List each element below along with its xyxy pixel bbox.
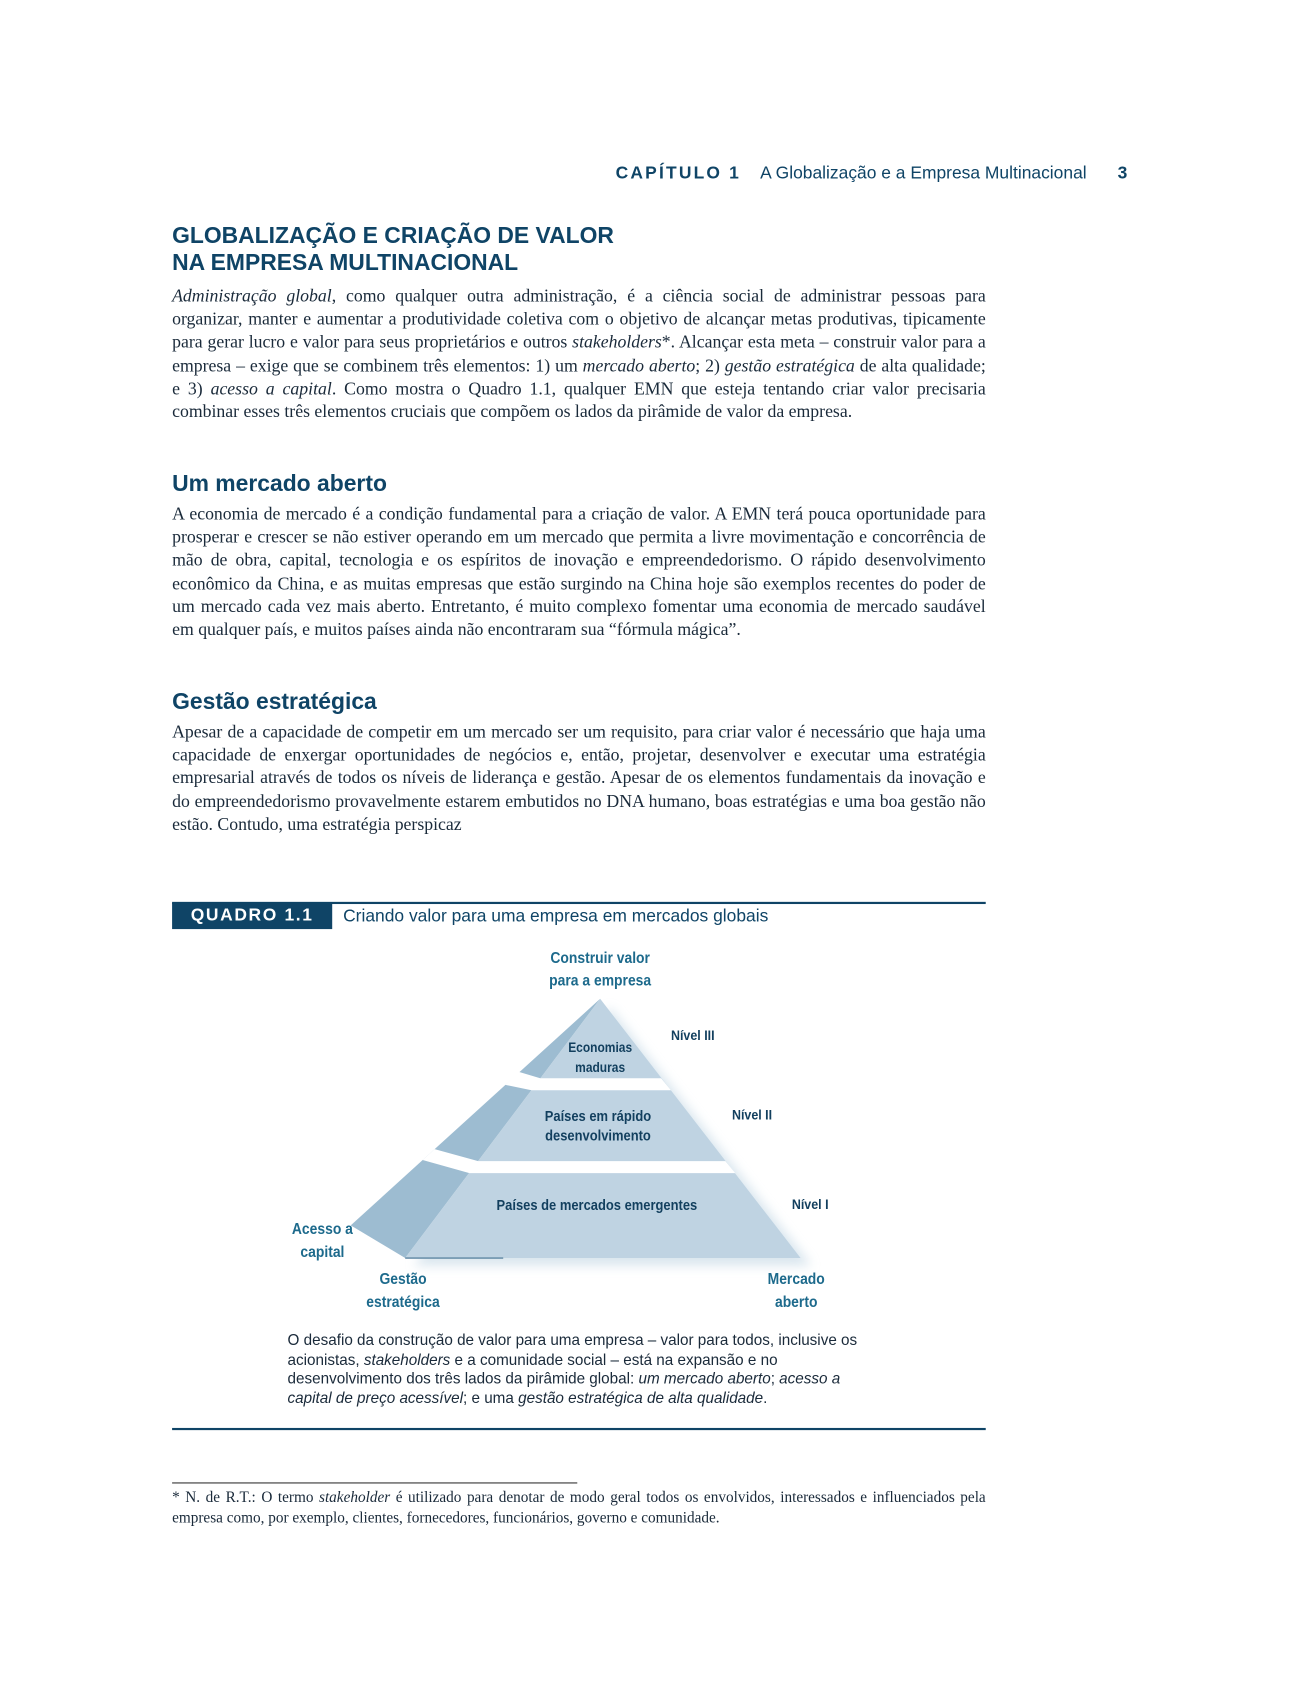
apex-label-line1: Construir valor: [550, 949, 650, 968]
text-segment: * N. de R.T.: O termo: [172, 1490, 320, 1507]
strategy-line2: estratégica: [366, 1293, 440, 1312]
level-3-line1: Economias: [568, 1040, 633, 1056]
level-1-content: Países de mercados emergentes: [496, 1197, 698, 1214]
footnote-rule: [172, 1482, 577, 1483]
apex-label: [549, 948, 651, 994]
text-segment: ; e uma: [463, 1388, 519, 1406]
strategy-line1: Gestão: [379, 1271, 427, 1289]
text-segment: , como qualquer outra administração, é a ciência social de administrar pessoas para organizar, manter e aumentar a produtividade coletiva com o objetivo de alcançar metas produtivas, tipicamente para gerar lucro e valor para seus proprietários e outros: [172, 285, 986, 353]
text-segment: ;: [770, 1369, 780, 1387]
level-2-label: Nível II: [731, 1106, 773, 1123]
level-3-line2: maduras: [575, 1059, 626, 1076]
text-segment: . Como mostra o Quadro 1.1, qualquer EMN que esteja tentando criar valor precisaria combinar esses três elementos cruciais que compõem os lados da pirâmide de valor da empresa.: [172, 377, 986, 422]
italic-text: Administração global: [172, 285, 332, 307]
side-label-strategy: [366, 1269, 439, 1315]
chapter-label: CAPÍTULO 1: [615, 164, 742, 183]
italic-text: acesso a capital de preço acessível: [287, 1369, 841, 1406]
subheading-strategic-management: Gestão estratégica: [172, 689, 377, 715]
text-segment: e a comunidade social – está na expansão e no desenvolvimento dos três lados da pirâmide global:: [287, 1350, 778, 1387]
text-segment: é utilizado para denotar de modo geral todos os envolvidos, interessados e influenciados pela empresa como, por exemplo, clientes, fornecedores, funcionários, governo e comunidade.: [172, 1490, 986, 1527]
side-label-market: [768, 1269, 825, 1315]
italic-text: um mercado aberto: [638, 1369, 771, 1387]
figure-title: Criando valor para uma empresa em mercados globais: [343, 907, 769, 926]
italic-text: gestão estratégica de alta qualidade: [518, 1388, 764, 1406]
figure-label: QUADRO 1.1: [172, 903, 332, 929]
side-label-capital: [292, 1219, 353, 1265]
footnote: [172, 1489, 986, 1529]
italic-text: mercado aberto: [582, 354, 696, 376]
chapter-title: A Globalização e a Empresa Multinacional: [760, 164, 1087, 183]
text-segment: ; 2): [695, 354, 725, 376]
level-2-line1: Países em rápido: [544, 1107, 652, 1125]
text-segment: A economia de mercado é a condição fundamental para a criação de valor. A EMN terá pouca oportunidade para prosperar e crescer se não estiver operando em um mercado que permita a livre movimentação e concorrência de mão de obra, capital, tecnologia e os espíritos de inovação e empreendedorismo. O rápido desenvolvimento econômico da China, e as muitas empresas que estão surgindo na China hoje são exemplos recentes do poder de um mercado cada vez mais aberto. Entretanto, é muito complexo fomentar uma economia de mercado saudável em qualquer país, e muitos países ainda não encontraram sua “fórmula mágica”.: [172, 503, 986, 640]
text-segment: Apesar de a capacidade de competir em um mercado ser um requisito, para criar valor é necessário que haja uma capacidade de enxergar oportunidades de negócios e, então, projetar, desenvolver e executar uma estratégia empresarial através de todos os níveis de liderança e gestão. Apesar de os elementos fundamentais da inovação e do empreendedorismo provavelmente estarem embutidos no DNA humano, boas estratégias e uma boa gestão não estão. Contudo, uma estratégia perspicaz: [172, 721, 986, 835]
level-2-line2: desenvolvimento: [545, 1127, 651, 1144]
text-segment: *. Alcançar esta meta – construir valor para a empresa – exige que se combinem três elementos: 1) um: [172, 331, 986, 376]
capital-line1: Acesso a: [291, 1220, 353, 1239]
text-segment: O desafio da construção de valor para uma empresa – valor para todos, inclusive os acionistas,: [287, 1331, 858, 1368]
subheading-open-market: Um mercado aberto: [172, 471, 387, 497]
capital-line2: capital: [300, 1243, 345, 1262]
level-3-label: Nível III: [670, 1027, 715, 1044]
figure-caption: [288, 1331, 876, 1408]
italic-text: stakeholders: [363, 1350, 451, 1368]
page-number: 3: [1117, 164, 1128, 183]
market-line2: aberto: [774, 1293, 818, 1312]
italic-text: stakeholder: [319, 1490, 391, 1507]
apex-label-line2: para a empresa: [549, 972, 652, 991]
market-line1: Mercado: [767, 1271, 825, 1289]
text-segment: .: [763, 1388, 768, 1406]
level-2-content: [545, 1107, 651, 1146]
figure-bottom-rule: [172, 1428, 986, 1430]
section-title-line1: GLOBALIZAÇÃO E CRIAÇÃO DE VALOR: [172, 223, 614, 249]
italic-text: acesso a capital: [210, 377, 332, 399]
section-title-line2: NA EMPRESA MULTINACIONAL: [172, 250, 519, 276]
italic-text: stakeholders: [572, 331, 662, 353]
italic-text: gestão estratégica: [724, 354, 855, 376]
level-1-label: Nível I: [791, 1195, 829, 1213]
level-3-content: [568, 1038, 632, 1077]
text-segment: de alta qualidade; e 3): [172, 354, 986, 399]
